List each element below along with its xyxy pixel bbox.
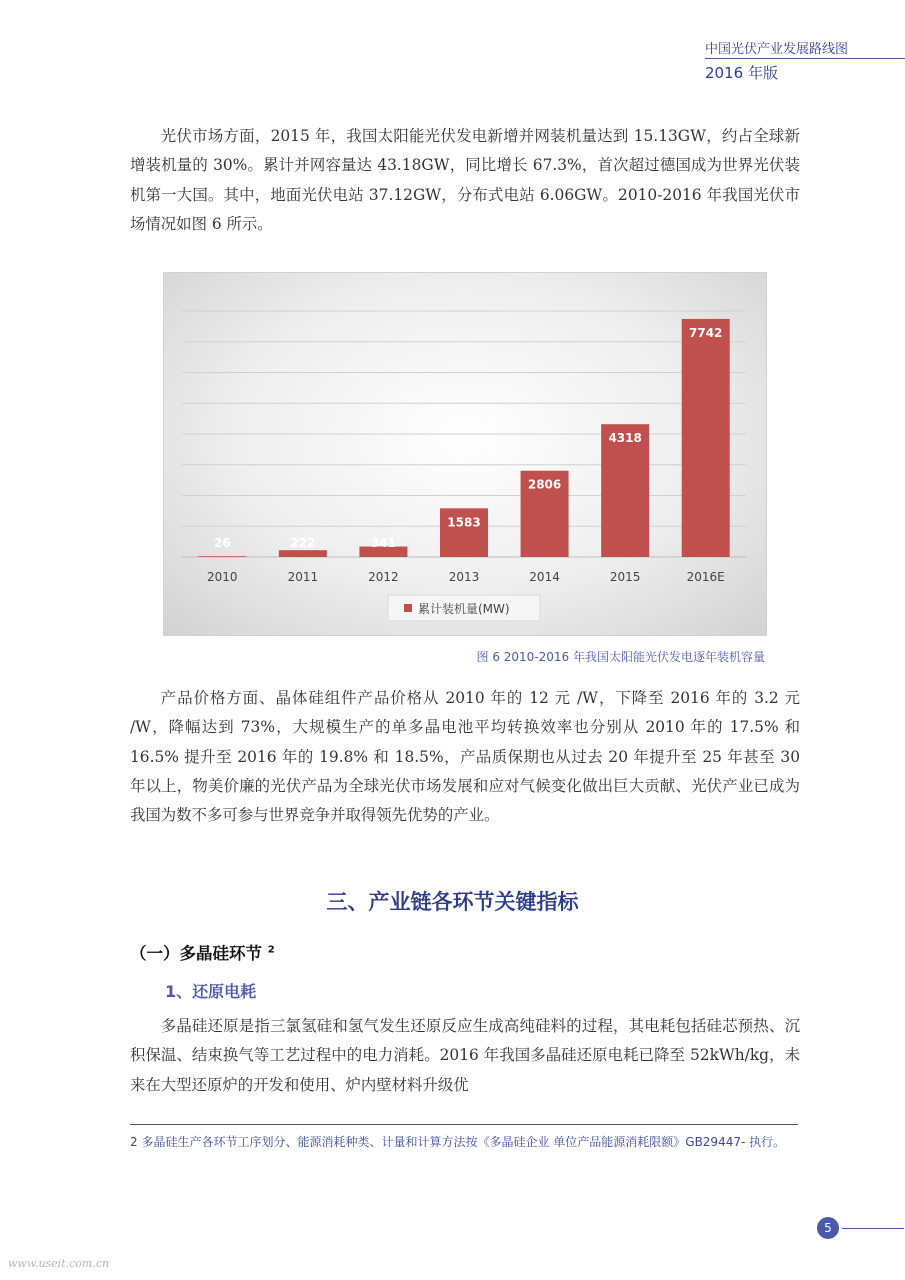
footnote: 2 多晶硅生产各环节工序划分、能源消耗种类、计量和计算方法按《多晶硅企业 单位产品能源消耗限额》GB29447- 执行。 (130, 1135, 786, 1149)
paragraph-reduction: 多晶硅还原是指三氯氢硅和氢气发生还原反应生成高纯硅料的过程，其电耗包括硅芯预热、沉积保温、结束换气等工艺过程中的电力消耗。2016 年我国多晶硅还原电耗已降至 52kWh/kg，未来在大型还原炉的开发和使用、炉内壁材料升级优 (130, 1017, 800, 1094)
x-tick-label-2013: 2013 (448, 570, 480, 584)
header-divider (705, 58, 905, 59)
subsection-label: （一）多晶硅环节 (130, 944, 262, 963)
x-tick-label-2016E: 2016E (686, 570, 725, 584)
subsection-heading (130, 940, 275, 964)
section-title: 三、产业链各环节关键指标 (326, 890, 579, 914)
x-tick-label-2010: 2010 (207, 570, 238, 584)
data-label-2013: 1583 (447, 515, 481, 530)
x-tick-label-2014: 2014 (529, 570, 560, 584)
running-header-title: 中国光伏产业发展路线图 (705, 42, 849, 57)
bar-2010 (198, 556, 246, 557)
x-tick-label-2012: 2012 (368, 570, 399, 584)
x-tick-label-2011: 2011 (287, 570, 319, 584)
x-tick-label-2015: 2015 (609, 570, 641, 584)
legend-label: 累计装机量(MW) (418, 602, 510, 616)
watermark: www.useit.com.cn (8, 1257, 110, 1270)
paragraph-market: 光伏市场方面，2015 年，我国太阳能光伏发电新增并网装机量达到 15.13GW，约占全球新增装机量的 30%。累计并网容量达 43.18GW，同比增长 67.3%，首次超过德国成为世界光伏装机第一大国。其中，地面光伏电站 37.12GW，分布式电站 6.06GW。2010-2016 年我国光伏市场情况如图 6 所示。 (130, 127, 800, 233)
running-header-edition: 2016 年版 (705, 64, 778, 82)
data-label-2010: 26 (213, 536, 231, 550)
data-label-2016E: 7742 (689, 325, 723, 340)
bar-chart-svg (164, 273, 766, 635)
installed-capacity-chart (163, 272, 767, 636)
data-label-2012: 341 (370, 536, 396, 550)
bar-2016E (682, 319, 730, 557)
data-label-2015: 4318 (608, 431, 642, 446)
footnote-ref: 2 (267, 944, 275, 956)
legend-swatch (404, 604, 412, 612)
figure-caption: 图 6 2010-2016 年我国太阳能光伏发电逐年装机容量 (476, 650, 765, 664)
data-label-2011: 222 (290, 536, 316, 550)
page-number: 5 (817, 1217, 839, 1239)
data-label-2014: 2806 (527, 477, 562, 492)
subsubsection-heading: 1、还原电耗 (165, 982, 257, 1001)
page-number-rule (842, 1228, 904, 1229)
paragraph-price: 产品价格方面、晶体硅组件产品价格从 2010 年的 12 元 /W，下降至 2016 年的 3.2 元 /W，降幅达到 73%，大规模生产的单多晶电池平均转换效率也分别从 2010 年的 17.5% 和 16.5% 提升至 2016 年的 19.8% 和 18.5%，产品质保期也从过去 20 年提升至 25 年甚至 30 年以上，物美价廉的光伏产品为全球光伏市场发展和应对气候变化做出巨大贡献、光伏产业已成为我国为数不多可参与世界竞争并取得领先优势的产业。 (130, 689, 800, 825)
footnote-divider (130, 1124, 798, 1125)
bar-2011 (279, 550, 327, 557)
